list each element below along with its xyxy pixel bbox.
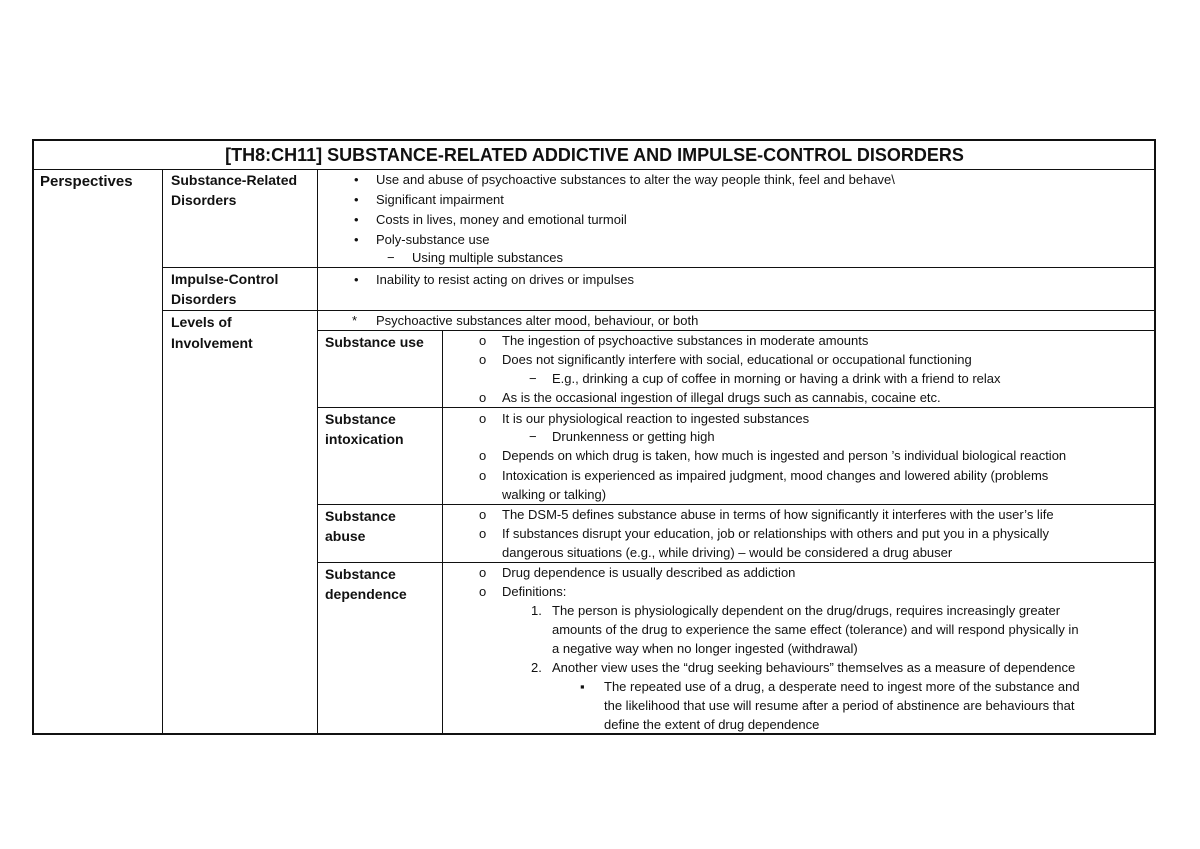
dash-marker: − xyxy=(529,371,537,386)
circle-marker: o xyxy=(479,468,487,483)
dependence-heading-1: Substance xyxy=(325,566,396,582)
impulse-control-heading-2: Disorders xyxy=(171,291,237,307)
dependence-numbered-line: The person is physiologically dependent on the drug/drugs, requires increasingly greater xyxy=(552,603,1061,618)
intoxication-line: It is our physiological reaction to ingested substances xyxy=(502,411,810,426)
perspectives-heading: Perspectives xyxy=(40,173,133,190)
circle-marker: o xyxy=(479,565,487,580)
intoxication-line: Drunkenness or getting high xyxy=(552,429,715,444)
bullet-marker: • xyxy=(354,272,359,287)
dependence-numbered-line: a negative way when no longer ingested (withdrawal) xyxy=(552,641,858,656)
dependence-numbered-line: Another view uses the “drug seeking behaviours” themselves as a measure of dependence xyxy=(552,660,1076,675)
circle-marker: o xyxy=(479,333,487,348)
dependence-square-line: The repeated use of a drug, a desperate need to ingest more of the substance and xyxy=(604,679,1080,694)
col-divider-1 xyxy=(162,169,163,735)
col-divider-3 xyxy=(442,330,443,735)
circle-marker: o xyxy=(479,584,487,599)
intoxication-heading-2: intoxication xyxy=(325,431,404,447)
dependence-line: Drug dependence is usually described as addiction xyxy=(502,565,796,580)
dependence-square-line: define the extent of drug dependence xyxy=(604,717,820,732)
bullet-marker: • xyxy=(354,212,359,227)
abuse-heading-1: Substance xyxy=(325,508,396,524)
bullet-marker: • xyxy=(354,172,359,187)
intoxication-heading-1: Substance xyxy=(325,411,396,427)
abuse-line: The DSM-5 defines substance abuse in terms of how significantly it interferes with the user’s life xyxy=(502,507,1054,522)
dependence-heading-2: dependence xyxy=(325,586,407,602)
intoxication-line: walking or talking) xyxy=(502,487,607,502)
abuse-line: dangerous situations (e.g., while driving) – would be considered a drug abuser xyxy=(502,545,953,560)
numbered-marker: 1. xyxy=(531,603,542,618)
substance-related-heading-2: Disorders xyxy=(171,192,237,208)
substance-use-line: The ingestion of psychoactive substances in moderate amounts xyxy=(502,333,869,348)
bullet-text: Significant impairment xyxy=(376,192,504,207)
bullet-text: Use and abuse of psychoactive substances to alter the way people think, feel and behave\ xyxy=(376,172,895,187)
circle-marker: o xyxy=(479,390,487,405)
dash-marker: − xyxy=(387,250,395,265)
circle-marker: o xyxy=(479,448,487,463)
dependence-square-line: the likelihood that use will resume after a period of abstinence are behaviours that xyxy=(604,698,1075,713)
sub-bullet-text: Using multiple substances xyxy=(412,250,564,265)
bullet-marker: • xyxy=(354,192,359,207)
impulse-control-heading-1: Impulse-Control xyxy=(171,271,279,287)
star-note: Psychoactive substances alter mood, behaviour, or both xyxy=(376,313,699,328)
substance-related-heading-1: Substance-Related xyxy=(171,172,298,188)
row-divider-1 xyxy=(162,267,1156,268)
bullet-text: Costs in lives, money and emotional turmoil xyxy=(376,212,627,227)
substance-use-heading: Substance use xyxy=(325,334,424,350)
bullet-text: Poly-substance use xyxy=(376,232,490,247)
star-marker: * xyxy=(352,313,358,328)
abuse-heading-2: abuse xyxy=(325,528,366,544)
circle-marker: o xyxy=(479,507,487,522)
levels-heading-2: Involvement xyxy=(171,335,253,351)
bullet-marker: • xyxy=(354,232,359,247)
substance-use-line: E.g., drinking a cup of coffee in morning or having a drink with a friend to relax xyxy=(552,371,1001,386)
document-title: [TH8:CH11] SUBSTANCE-RELATED ADDICTIVE AND IMPULSE-CONTROL DISORDERS xyxy=(225,145,964,165)
intoxication-line: Intoxication is experienced as impaired judgment, mood changes and lowered ability (problems xyxy=(502,468,1049,483)
row-divider-4 xyxy=(317,407,1156,408)
dependence-line: Definitions: xyxy=(502,584,567,599)
substance-use-line: Does not significantly interfere with social, educational or occupational functioning xyxy=(502,352,972,367)
bullet-text: Inability to resist acting on drives or impulses xyxy=(376,272,634,287)
levels-heading-1: Levels of xyxy=(171,314,232,330)
square-marker: ▪ xyxy=(580,679,585,694)
abuse-line: If substances disrupt your education, job or relationships with others and put you in a physically xyxy=(502,526,1050,541)
substance-use-line: As is the occasional ingestion of illegal drugs such as cannabis, cocaine etc. xyxy=(502,390,941,405)
circle-marker: o xyxy=(479,411,487,426)
numbered-marker: 2. xyxy=(531,660,542,675)
intoxication-line: Depends on which drug is taken, how much is ingested and person ’s individual biological reaction xyxy=(502,448,1067,463)
circle-marker: o xyxy=(479,352,487,367)
dependence-numbered-line: amounts of the drug to experience the same effect (tolerance) and will respond physically in xyxy=(552,622,1079,637)
col-divider-2 xyxy=(317,169,318,735)
circle-marker: o xyxy=(479,526,487,541)
dash-marker: − xyxy=(529,429,537,444)
